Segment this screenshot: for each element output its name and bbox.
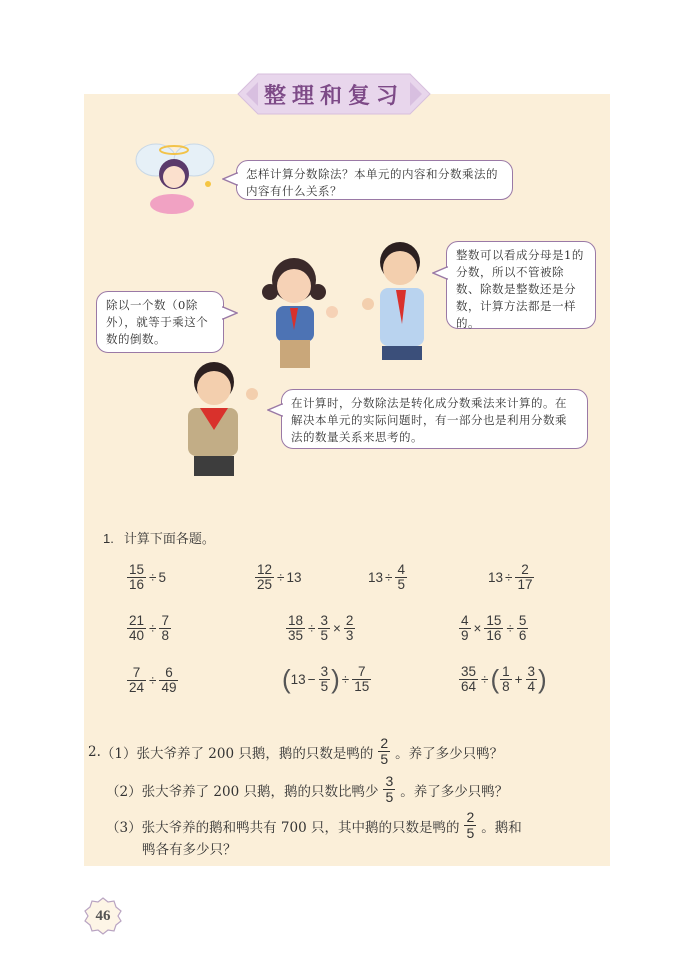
angel-speech-bubble: 怎样计算分数除法？本单元的内容和分数乘法的内容有什么关系？ (236, 160, 513, 200)
fraction: $\frac{35}{64}$ (461, 663, 477, 694)
fraction: $\frac{2}{17}$ (517, 562, 533, 592)
page-title: 整理和复习 (263, 83, 404, 109)
girl-speech-bubble: 除以一个数（0除外），就等于乘这个数的倒数。 (96, 291, 224, 353)
question-prompt: 计算下面各题。 (123, 532, 215, 547)
expression-7: $\frac{4}{9}$ × $\frac{15}{16}$ ÷ $\frac{5}{6}$ (461, 613, 527, 643)
boy-bottom-illustration (178, 358, 268, 480)
question-2-part-2: （2） 张大爷养了 200 只鹅，鹅的只数比鸭少 3 5 。养了多少只鸭？ (106, 773, 509, 805)
expression-5: $\frac{21}{40}$ ÷ $\frac{7}{8}$ (129, 613, 169, 643)
question-number: 1. (103, 531, 114, 546)
fraction: $\frac{2}{3}$ (345, 613, 354, 643)
fraction: $\frac{7}{24}$ (129, 665, 145, 695)
question-2-part-3: （3） 张大爷养的鹅和鸭共有 700 只，其中鹅的只数是鸭的 2 5 。鹅和 (106, 809, 522, 841)
fraction: 2 5 (380, 735, 389, 767)
boy-right-speech-bubble: 整数可以看成分母是1的分数，所以不管被除数、除数是整数还是分数，计算方法都是一样的。 (446, 241, 596, 329)
fraction: $\frac{15}{16}$ (129, 562, 145, 592)
fraction: $\frac{7}{15}$ (354, 663, 370, 694)
expression-6: $\frac{18}{35}$ ÷ $\frac{3}{5}$ × $\frac{2}{3}$ (288, 613, 354, 643)
expression-4: 13 ÷ $\frac{2}{17}$ (488, 562, 533, 592)
bubble-tail (222, 306, 238, 320)
fraction: $\frac{3}{4}$ (527, 663, 536, 694)
fraction: $\frac{21}{40}$ (129, 613, 145, 643)
fraction: $\frac{1}{8}$ (502, 663, 510, 694)
page-number-badge (83, 896, 123, 936)
expression-1: $\frac{15}{16}$ ÷ 5 (129, 562, 166, 592)
question-2-part-3-line-2: 鸭各有多少只？ (142, 842, 237, 858)
bubble-tail (432, 266, 448, 280)
expression-3: 13 ÷ $\frac{4}{5}$ (368, 562, 405, 592)
expression-2: $\frac{12}{25}$ ÷ 13 (257, 562, 302, 592)
boy-bottom-speech-bubble: 在计算时，分数除法是转化成分数乘法来计算的。在解决本单元的实际问题时，有一部分也是利用分数乘法的数量关系来思考的。 (281, 389, 588, 449)
fraction: $\frac{18}{35}$ (288, 613, 304, 643)
fraction: $\frac{4}{9}$ (461, 613, 469, 643)
question-number: 2. (88, 743, 101, 760)
expression-9: ( 13 − $\frac{3}{5}$ ) ÷ $\frac{7}{15}$ (282, 663, 370, 694)
fraction: 2 5 (466, 809, 475, 841)
expression-10: $\frac{35}{64}$ ÷ ( $\frac{1}{8}$ + $\frac{3}{4}$ ) (461, 663, 547, 694)
fraction: $\frac{12}{25}$ (257, 562, 273, 592)
fraction: $\frac{3}{5}$ (320, 663, 329, 694)
bubble-tail (267, 403, 283, 417)
page-number: 46 (95, 907, 111, 924)
angel-illustration (128, 140, 220, 220)
question-1-heading (103, 528, 215, 547)
fraction: $\frac{4}{5}$ (397, 562, 405, 592)
bubble-tail (222, 172, 238, 186)
expression-8: $\frac{7}{24}$ ÷ $\frac{6}{49}$ (129, 665, 177, 695)
fraction: $\frac{7}{8}$ (161, 613, 169, 643)
boy-right-illustration (360, 238, 450, 362)
fraction: $\frac{5}{6}$ (518, 613, 527, 643)
title-banner (236, 72, 432, 116)
question-2-part-1: 2. （1） 张大爷养了 200 只鹅，鹅的只数是鸭的 2 5 。养了多少只鸭？ (88, 735, 504, 767)
fraction: $\frac{15}{16}$ (486, 613, 502, 643)
fraction: $\frac{3}{5}$ (320, 613, 328, 643)
fraction: 3 5 (385, 773, 394, 805)
fraction: $\frac{6}{49}$ (161, 665, 177, 695)
